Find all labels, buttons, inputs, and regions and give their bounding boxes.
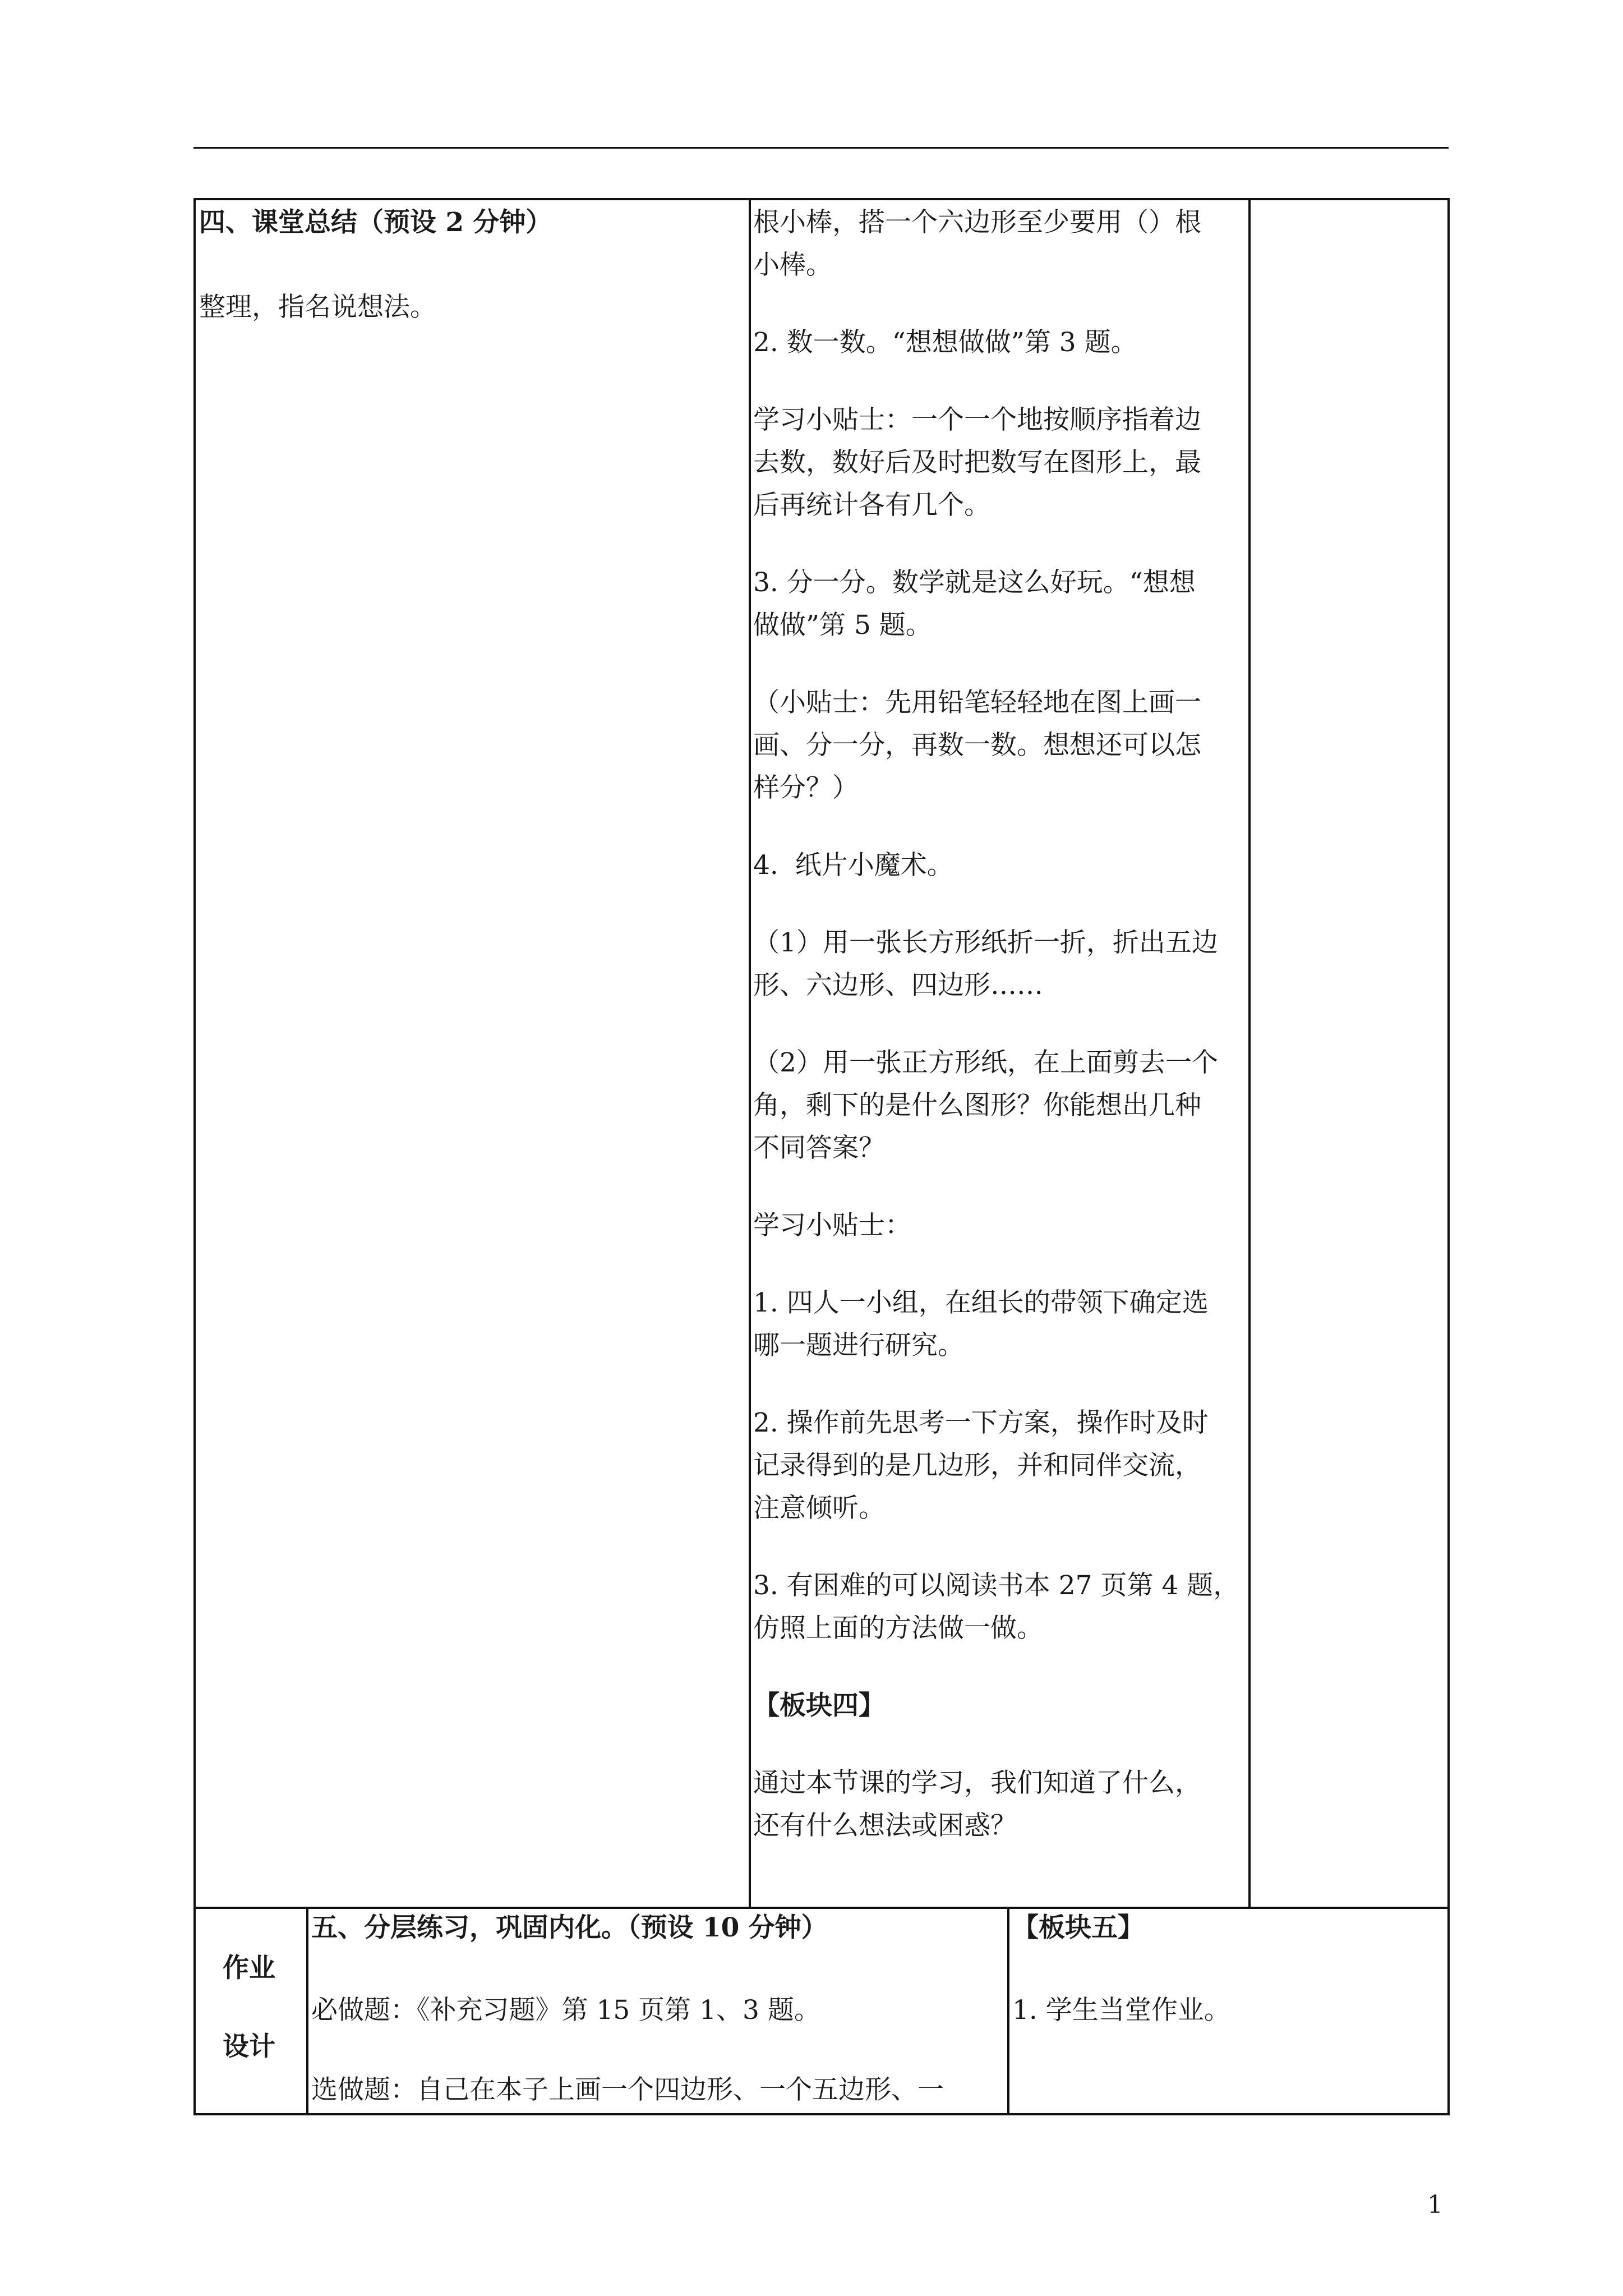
- activity-line: 画、分一分，再数一数。想想还可以怎: [753, 730, 1201, 761]
- summary-cell: [199, 200, 746, 1907]
- activity-line: 哪一题进行研究。: [753, 1330, 964, 1361]
- homework-label-line2: 设计: [223, 2031, 275, 2062]
- activity-line: [753, 527, 1247, 562]
- activity-line: 3. 有困难的可以阅读书本 27 页第 4 题，: [753, 1570, 1240, 1601]
- optional-homework: 选做题：自己在本子上画一个四边形、一个五边形、一: [311, 2074, 944, 2105]
- activity-line: 仿照上面的方法做一做。: [753, 1613, 1043, 1644]
- top-divider-2: [1248, 200, 1251, 1907]
- homework-heading: 五、分层练习，巩固内化。（预设 10 分钟）: [311, 1912, 828, 1943]
- notes-cell: [1251, 200, 1447, 1907]
- homework-label-cell: [196, 1909, 306, 2113]
- activity-line: 根小棒，搭一个六边形至少要用（）根: [753, 207, 1201, 238]
- activity-line: [753, 1170, 1247, 1204]
- activity-line: [753, 1007, 1247, 1042]
- activity-line: 做做”第 5 题。: [753, 610, 932, 641]
- activity-line: [753, 809, 1247, 844]
- activity-line: 2. 操作前先思考一下方案，操作时及时: [753, 1407, 1209, 1438]
- homework-block-cell: [1012, 1909, 1447, 2113]
- activity-line: 1. 四人一小组，在组长的带领下确定选: [753, 1287, 1209, 1318]
- activity-line: 角，剩下的是什么图形？你能想出几种: [753, 1090, 1201, 1121]
- activity-line: 小棒。: [753, 250, 832, 280]
- bottom-divider-2: [1007, 1907, 1009, 2113]
- activity-line: [753, 364, 1247, 399]
- top-divider-1: [749, 200, 751, 1907]
- activity-line: [753, 887, 1247, 922]
- activity-line: 注意倾听。: [753, 1493, 885, 1524]
- activity-line: 形、六边形、四边形……: [753, 970, 1043, 1001]
- activity-line: 后再统计各有几个。: [753, 490, 990, 521]
- activity-line: [753, 287, 1247, 321]
- activity-line: [753, 1530, 1247, 1565]
- activity-line: 记录得到的是几边形，并和同伴交流，: [753, 1450, 1201, 1481]
- activity-line: 通过本节课的学习，我们知道了什么，: [753, 1768, 1201, 1798]
- activities-cell: [753, 201, 1247, 1907]
- activity-line: [753, 1727, 1247, 1762]
- activity-line: 2. 数一数。“想想做做”第 3 题。: [753, 327, 1137, 358]
- activity-line: 3. 分一分。数学就是这么好玩。“想想: [753, 567, 1196, 598]
- activity-line: [753, 1650, 1247, 1685]
- lesson-plan-table: [193, 198, 1450, 2115]
- activity-line: [753, 1367, 1247, 1402]
- activity-line: （2）用一张正方形纸，在上面剪去一个: [753, 1047, 1218, 1078]
- bottom-divider-1: [306, 1907, 308, 2113]
- activity-line: 去数，数好后及时把数写在图形上，最: [753, 447, 1201, 478]
- homework-content-cell: [311, 1909, 1007, 2113]
- block-five-heading: 【板块五】: [1012, 1912, 1144, 1943]
- homework-label-line1: 作业: [223, 1953, 275, 1984]
- activity-line: 样分？）: [753, 772, 859, 803]
- block-five-text: 1. 学生当堂作业。: [1012, 1995, 1230, 2026]
- summary-heading: 四、课堂总结（预设 2 分钟）: [199, 207, 552, 238]
- activity-line: 学习小贴士：一个一个地按顺序指着边: [753, 404, 1201, 435]
- activity-line: （1）用一张长方形纸折一折，折出五边: [753, 927, 1218, 958]
- activity-line: [753, 647, 1247, 682]
- activity-line: 还有什么想法或困惑？: [753, 1810, 1017, 1841]
- required-homework: 必做题：《补充习题》第 15 页第 1、3 题。: [311, 1995, 820, 2026]
- page-number: 1: [1427, 2191, 1443, 2219]
- summary-text: 整理，指名说想法。: [199, 292, 436, 323]
- header-rule: [193, 147, 1449, 149]
- activities-text: [753, 201, 1247, 1847]
- activity-line: [753, 1247, 1247, 1282]
- activity-line: 【板块四】: [753, 1690, 885, 1721]
- activity-line: 4. 纸片小魔术。: [753, 850, 953, 881]
- activity-line: （小贴士：先用铅笔轻轻地在图上画一: [753, 687, 1201, 718]
- activity-line: 不同答案？: [753, 1133, 885, 1163]
- activity-line: 学习小贴士：: [753, 1210, 911, 1241]
